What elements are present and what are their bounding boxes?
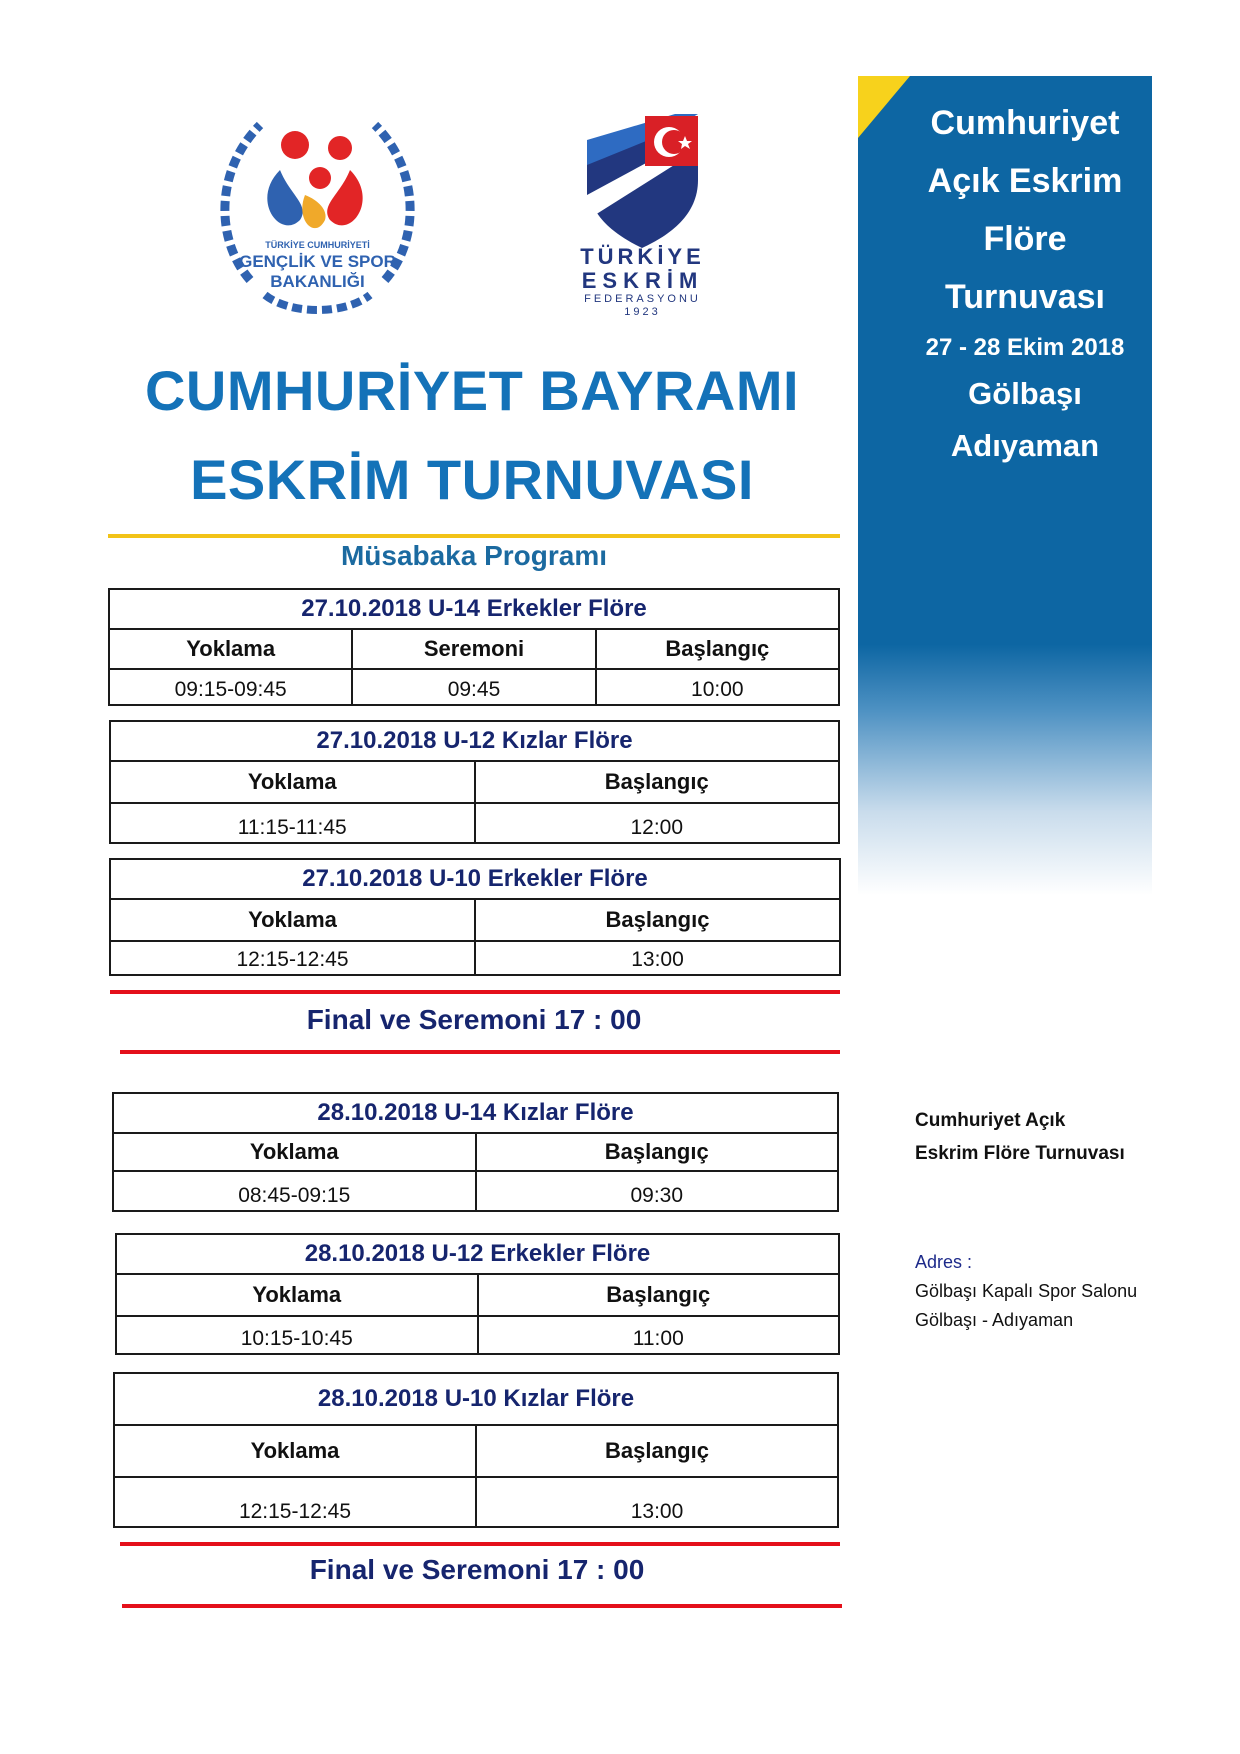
federation-logo-line1: TÜRKİYE bbox=[580, 244, 705, 269]
value-seremoni: 09:45 bbox=[352, 669, 595, 705]
column-header-yoklama: Yoklama bbox=[114, 1425, 476, 1477]
column-header-baslangic: Başlangıç bbox=[476, 1425, 838, 1477]
address-label: Adres : bbox=[915, 1252, 973, 1272]
ministry-logo-line1: TÜRKİYE CUMHURİYETİ bbox=[265, 240, 370, 250]
sidebar-location1: Gölbaşı bbox=[968, 376, 1082, 411]
federation-logo-line2: ESKRİM bbox=[581, 268, 704, 293]
ministry-logo-line2: GENÇLİK VE SPOR bbox=[239, 252, 396, 271]
red-divider-top-day1 bbox=[110, 990, 840, 994]
address-line1: Gölbaşı Kapalı Spor Salonu bbox=[915, 1281, 1138, 1301]
column-header-yoklama: Yoklama bbox=[116, 1274, 478, 1316]
schedule-table-day1-event1 bbox=[108, 588, 840, 706]
value-yoklama: 12:15-12:45 bbox=[114, 1477, 476, 1527]
page-title-line2: ESKRİM TURNUVASI bbox=[190, 448, 754, 511]
schedule-table-day1-event3 bbox=[109, 858, 841, 976]
value-baslangic: 12:00 bbox=[475, 803, 840, 843]
column-header-baslangic: Başlangıç bbox=[475, 899, 840, 941]
column-header-baslangic: Başlangıç bbox=[478, 1274, 840, 1316]
ministry-logo bbox=[210, 100, 425, 325]
event-heading: 28.10.2018 U-10 Kızlar Flöre bbox=[114, 1373, 838, 1425]
side-event-name-line2: Eskrim Flöre Turnuvası bbox=[915, 1143, 1125, 1164]
sidebar-line2: Açık Eskrim bbox=[927, 162, 1123, 200]
schedule-table-day2-event2 bbox=[115, 1233, 840, 1355]
value-baslangic: 09:30 bbox=[476, 1171, 839, 1211]
program-title: Müsabaka Programı bbox=[340, 540, 608, 571]
final-ceremony-day1: Final ve Seremoni 17 : 00 bbox=[306, 1004, 642, 1035]
column-header-yoklama: Yoklama bbox=[109, 629, 352, 669]
sidebar-dates: 27 - 28 Ekim 2018 bbox=[925, 334, 1125, 361]
sidebar-line1: Cumhuriyet bbox=[930, 104, 1120, 142]
event-heading: 28.10.2018 U-14 Kızlar Flöre bbox=[113, 1093, 838, 1133]
value-baslangic: 10:00 bbox=[596, 669, 839, 705]
sidebar-banner bbox=[858, 76, 1152, 912]
schedule-table-day1-event2 bbox=[109, 720, 840, 844]
red-divider-top-day2 bbox=[120, 1542, 840, 1546]
side-event-name-line1: Cumhuriyet Açık bbox=[915, 1110, 1066, 1131]
event-heading: 27.10.2018 U-12 Kızlar Flöre bbox=[110, 721, 839, 761]
event-heading: 27.10.2018 U-10 Erkekler Flöre bbox=[110, 859, 840, 899]
gold-divider bbox=[108, 534, 840, 538]
address-line2: Gölbaşı - Adıyaman bbox=[915, 1310, 1074, 1330]
schedule-table-day2-event3 bbox=[113, 1372, 839, 1528]
federation-shield-icon bbox=[565, 110, 720, 250]
column-header-seremoni: Seremoni bbox=[352, 629, 595, 669]
red-divider-bottom-day1 bbox=[120, 1050, 840, 1054]
federation-logo bbox=[565, 110, 720, 325]
column-header-yoklama: Yoklama bbox=[113, 1133, 476, 1171]
federation-logo-line3: FEDERASYONU bbox=[584, 293, 701, 305]
sidebar-line3: Flöre bbox=[983, 220, 1067, 258]
column-header-baslangic: Başlangıç bbox=[596, 629, 839, 669]
column-header-baslangic: Başlangıç bbox=[476, 1133, 839, 1171]
event-heading: 28.10.2018 U-12 Erkekler Flöre bbox=[116, 1234, 839, 1274]
page-title-line1: CUMHURİYET BAYRAMI bbox=[144, 359, 800, 422]
schedule-table-day2-event1 bbox=[112, 1092, 839, 1212]
value-yoklama: 11:15-11:45 bbox=[110, 803, 475, 843]
federation-logo-line4: 1923 bbox=[624, 306, 661, 318]
value-yoklama: 12:15-12:45 bbox=[110, 941, 475, 975]
value-baslangic: 11:00 bbox=[478, 1316, 840, 1354]
final-ceremony-day2: Final ve Seremoni 17 : 00 bbox=[309, 1554, 645, 1585]
value-baslangic: 13:00 bbox=[476, 1477, 838, 1527]
value-yoklama: 08:45-09:15 bbox=[113, 1171, 476, 1211]
ministry-logo-line3: BAKANLIĞI bbox=[270, 272, 365, 291]
value-baslangic: 13:00 bbox=[475, 941, 840, 975]
column-header-yoklama: Yoklama bbox=[110, 761, 475, 803]
red-divider-bottom-day2 bbox=[122, 1604, 842, 1608]
value-yoklama: 09:15-09:45 bbox=[109, 669, 352, 705]
sidebar-location2: Adıyaman bbox=[950, 428, 1100, 463]
sidebar-line4: Turnuvası bbox=[945, 278, 1105, 316]
column-header-baslangic: Başlangıç bbox=[475, 761, 840, 803]
value-yoklama: 10:15-10:45 bbox=[116, 1316, 478, 1354]
event-heading: 27.10.2018 U-14 Erkekler Flöre bbox=[109, 589, 839, 629]
column-header-yoklama: Yoklama bbox=[110, 899, 475, 941]
